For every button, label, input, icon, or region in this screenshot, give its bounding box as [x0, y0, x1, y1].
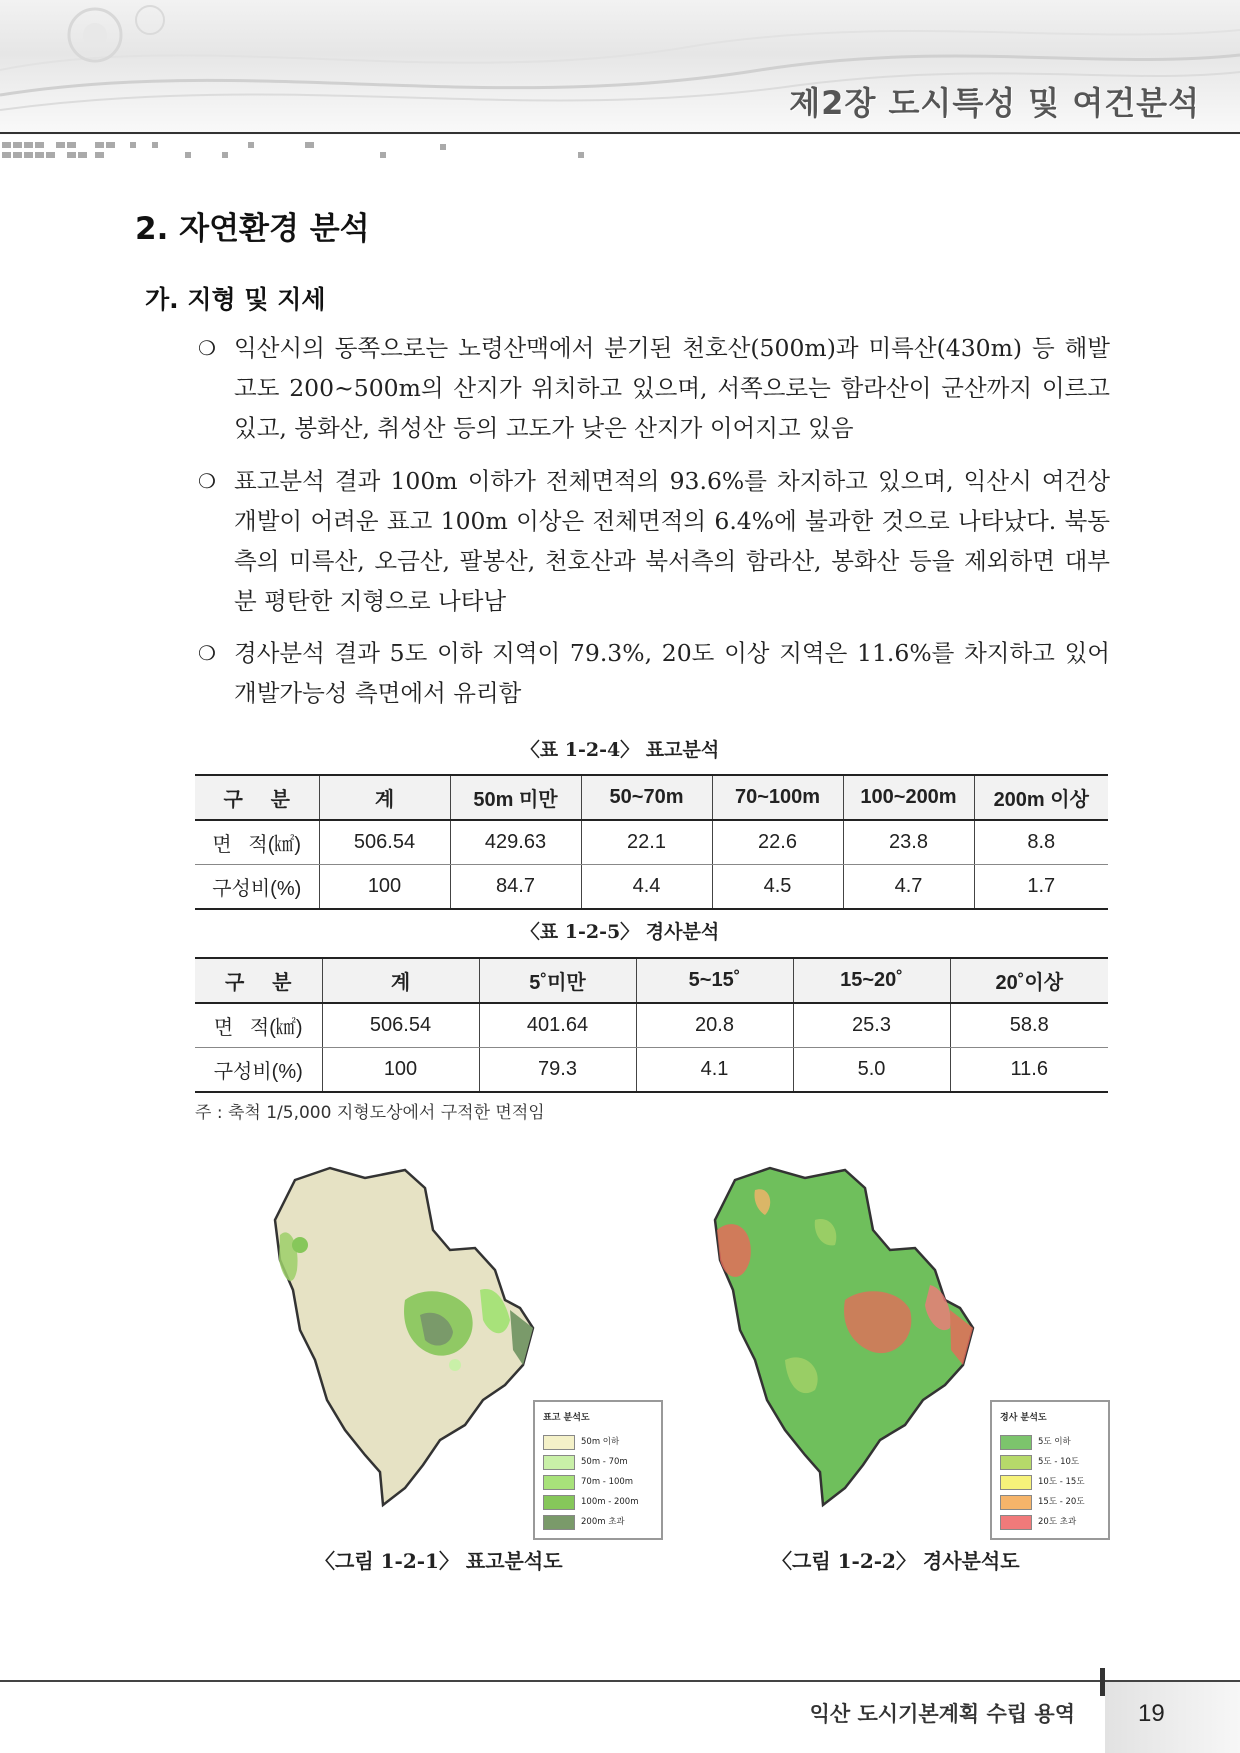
legend-swatch [543, 1475, 575, 1490]
footer-divider [1100, 1668, 1105, 1696]
legend-swatch [543, 1435, 575, 1450]
legend-label: 20도 초과 [1038, 1517, 1077, 1527]
legend-swatch [1000, 1515, 1032, 1530]
table-cell: 11.6 [950, 1048, 1108, 1093]
table-header-cell: 5˚미만 [479, 958, 636, 1003]
legend-title: 경사 분석도 [1000, 1413, 1047, 1423]
table-note: 주 : 축척 1/5,000 지형도상에서 구적한 면적임 [195, 1103, 545, 1123]
slope-legend [990, 1400, 1110, 1540]
legend-label: 70m - 100m [581, 1477, 634, 1487]
table-header-cell: 50~70m [581, 775, 712, 820]
figure-caption: 〈그림 1-2-1〉 표고분석도 [315, 1549, 563, 1573]
legend-item [1000, 1492, 1100, 1512]
table-cell: 20.8 [636, 1003, 793, 1048]
table-row [195, 865, 1108, 910]
table-header-row [195, 958, 1108, 1003]
table-caption: 〈표 1-2-4〉 표고분석 [520, 739, 720, 761]
table-cell: 23.8 [843, 820, 974, 865]
table-cell: 100 [322, 1048, 479, 1093]
legend-label: 10도 - 15도 [1038, 1477, 1085, 1487]
subsection-title: 가. 지형 및 지세 [145, 285, 326, 314]
slope-map [695, 1160, 1015, 1520]
bullet-paragraph [198, 633, 1110, 713]
table-header-cell: 15~20˚ [793, 958, 950, 1003]
table-cell: 면 적(㎢) [195, 1003, 322, 1048]
bullet-mark: ❍ [198, 469, 216, 493]
legend-label: 50m 이하 [581, 1437, 620, 1447]
table-row [195, 820, 1108, 865]
footer-rule [0, 1680, 1240, 1682]
header-rule [0, 132, 1240, 134]
table-cell: 25.3 [793, 1003, 950, 1048]
table-cell: 구성비(%) [195, 865, 319, 910]
legend-item [543, 1472, 653, 1492]
legend-item [1000, 1432, 1100, 1452]
table-header-cell: 5~15˚ [636, 958, 793, 1003]
table-cell: 4.5 [712, 865, 843, 910]
legend-swatch [543, 1455, 575, 1470]
bullet-text: 익산시의 동쪽으로는 노령산맥에서 분기된 천호산(500m)과 미륵산(430m) 등 해발고도 200~500m의 산지가 위치하고 있으며, 서쪽으로는 함라산이 군산까지 이르고 있고, 봉화산, 취성산 등의 고도가 낮은 산지가 이어지고 있음 [234, 334, 1110, 442]
elevation-table [195, 774, 1108, 910]
bullet-mark: ❍ [198, 641, 216, 665]
legend-label: 15도 - 20도 [1038, 1497, 1085, 1507]
table-row [195, 1048, 1108, 1093]
table-cell: 면 적(㎢) [195, 820, 319, 865]
table-header-cell: 계 [322, 958, 479, 1003]
table-cell: 4.4 [581, 865, 712, 910]
table-cell: 22.1 [581, 820, 712, 865]
table-cell: 58.8 [950, 1003, 1108, 1048]
page-number: 19 [1138, 1700, 1165, 1727]
page-number-box [1105, 1682, 1240, 1753]
table-cell: 100 [319, 865, 450, 910]
table-header-cell: 구 분 [195, 775, 319, 820]
table-cell: 506.54 [319, 820, 450, 865]
table-cell: 401.64 [479, 1003, 636, 1048]
legend-label: 200m 초과 [581, 1517, 625, 1527]
table-header-cell: 구 분 [195, 958, 322, 1003]
legend-item [1000, 1452, 1100, 1472]
table-row [195, 1003, 1108, 1048]
table-header-cell: 50m 미만 [450, 775, 581, 820]
table-header-cell: 70~100m [712, 775, 843, 820]
legend-swatch [1000, 1455, 1032, 1470]
legend-swatch [1000, 1495, 1032, 1510]
legend-item [543, 1432, 653, 1452]
table-header-row [195, 775, 1108, 820]
table-cell: 79.3 [479, 1048, 636, 1093]
table-header-cell: 100~200m [843, 775, 974, 820]
figure-caption: 〈그림 1-2-2〉 경사분석도 [772, 1549, 1020, 1573]
table-cell: 5.0 [793, 1048, 950, 1093]
legend-item [543, 1452, 653, 1472]
legend-swatch [1000, 1435, 1032, 1450]
table-cell: 구성비(%) [195, 1048, 322, 1093]
table-cell: 4.1 [636, 1048, 793, 1093]
legend-label: 100m - 200m [581, 1497, 639, 1507]
table-caption: 〈표 1-2-5〉 경사분석 [520, 921, 720, 943]
city-boundary [275, 1168, 533, 1505]
table-cell: 8.8 [974, 820, 1108, 865]
bullet-text: 경사분석 결과 5도 이하 지역이 79.3%, 20도 이상 지역은 11.6%를 차지하고 있어 개발가능성 측면에서 유리함 [234, 639, 1110, 707]
legend-swatch [1000, 1475, 1032, 1490]
table-cell: 506.54 [322, 1003, 479, 1048]
bullet-mark: ❍ [198, 336, 216, 360]
slope-table [195, 957, 1108, 1093]
table-cell: 4.7 [843, 865, 974, 910]
city-boundary [715, 1168, 973, 1505]
table-header-cell: 계 [319, 775, 450, 820]
legend-item [543, 1512, 653, 1532]
legend-item [1000, 1472, 1100, 1492]
table-cell: 1.7 [974, 865, 1108, 910]
footer-title: 익산 도시기본계획 수립 용역 [809, 1702, 1075, 1726]
table-cell: 429.63 [450, 820, 581, 865]
legend-swatch [543, 1495, 575, 1510]
legend-label: 5도 - 10도 [1038, 1457, 1080, 1467]
legend-label: 50m - 70m [581, 1457, 628, 1467]
table-cell: 22.6 [712, 820, 843, 865]
header-dot-pattern [0, 140, 620, 162]
bullet-text: 표고분석 결과 100m 이하가 전체면적의 93.6%를 차지하고 있으며, 익산시 여건상 개발이 어려운 표고 100m 이상은 전체면적의 6.4%에 불과한 것으로 나타났다. 북동측의 미륵산, 오금산, 팔봉산, 천호산과 북서측의 함라산, 봉화산 등을 제외하면 대부분 평탄한 지형으로 나타남 [234, 467, 1110, 615]
legend-item [1000, 1512, 1100, 1532]
table-header-cell: 200m 이상 [974, 775, 1108, 820]
table-header-cell: 20˚이상 [950, 958, 1108, 1003]
chapter-title: 제2장 도시특성 및 여건분석 [789, 84, 1200, 122]
bullet-paragraph [198, 328, 1110, 448]
elevation-legend [533, 1400, 663, 1540]
section-title: 2. 자연환경 분석 [135, 211, 370, 247]
legend-item [543, 1492, 653, 1512]
legend-label: 5도 이하 [1038, 1437, 1071, 1447]
legend-swatch [543, 1515, 575, 1530]
legend-title: 표고 분석도 [543, 1413, 590, 1423]
table-cell: 84.7 [450, 865, 581, 910]
elevation-map [255, 1160, 575, 1520]
bullet-paragraph [198, 461, 1110, 621]
